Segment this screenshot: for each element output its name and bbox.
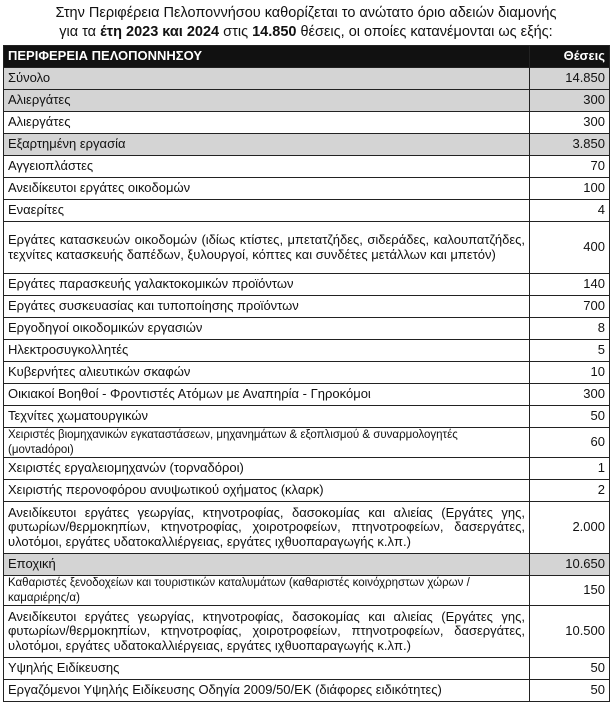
row-label: Εργάτες συσκευασίας και τυποποίησης προϊόντων	[4, 296, 530, 318]
header-region: ΠΕΡΙΦΕΡΕΙΑ ΠΕΛΟΠΟΝΝΗΣΟΥ	[4, 46, 530, 68]
header-positions: Θέσεις	[530, 46, 610, 68]
table-row	[4, 480, 610, 502]
row-label: Εργάτες κατασκευών οικοδομών (ιδίως κτίστες, μπετατζήδες, σιδεράδες, καλουπατζήδες, τεχνίτες κατασκευής δαπέδων, ξυλουργοί, κόπτες και συνδέτες μετάλλων και μπετόν)	[4, 222, 530, 274]
intro-text	[3, 0, 609, 45]
table-row	[4, 296, 610, 318]
table-row	[4, 340, 610, 362]
row-label: Αλιεργάτες	[4, 90, 530, 112]
table-row	[4, 156, 610, 178]
table-row	[4, 406, 610, 428]
row-value: 50	[530, 658, 610, 680]
table-row	[4, 68, 610, 90]
table-row	[4, 458, 610, 480]
table-row	[4, 318, 610, 340]
table-row	[4, 112, 610, 134]
table-row	[4, 428, 610, 458]
row-value: 50	[530, 406, 610, 428]
table-row	[4, 200, 610, 222]
row-value: 4	[530, 200, 610, 222]
intro-years: έτη 2023 και 2024	[100, 24, 220, 40]
intro-line-1: Στην Περιφέρεια Πελοποννήσου καθορίζεται το ανώτατο όριο αδειών διαμονής	[55, 5, 557, 21]
row-label: Εργαζόμενοι Υψηλής Ειδίκευσης Οδηγία 2009/50/ΕΚ (διάφορες ειδικότητες)	[4, 680, 530, 702]
row-label: Οικιακοί Βοηθοί - Φροντιστές Ατόμων με Αναπηρία - Γηροκόμοι	[4, 384, 530, 406]
table-row	[4, 134, 610, 156]
row-label: Καθαριστές ξενοδοχείων και τουριστικών καταλυμάτων (καθαριστές κοινόχρηστων χώρων / καμαριέρης/α)	[4, 576, 530, 606]
row-value: 3.850	[530, 134, 610, 156]
row-label: Χειριστές βιομηχανικών εγκαταστάσεων, μηχανημάτων & εξοπλισμού & συναρμολογητές (μοντadόροι)	[4, 428, 530, 458]
row-label: Εποχική	[4, 554, 530, 576]
row-value: 700	[530, 296, 610, 318]
row-label: Ανειδίκευτοι εργάτες οικοδομών	[4, 178, 530, 200]
table-row	[4, 274, 610, 296]
row-value: 300	[530, 90, 610, 112]
row-value: 10.650	[530, 554, 610, 576]
table-row	[4, 576, 610, 606]
row-label: Αλιεργάτες	[4, 112, 530, 134]
table-row	[4, 384, 610, 406]
row-value: 300	[530, 384, 610, 406]
row-label: Εναερίτες	[4, 200, 530, 222]
row-value: 1	[530, 458, 610, 480]
table-row	[4, 606, 610, 658]
row-value: 70	[530, 156, 610, 178]
row-value: 300	[530, 112, 610, 134]
table-row	[4, 90, 610, 112]
row-value: 140	[530, 274, 610, 296]
table-row	[4, 178, 610, 200]
table-row	[4, 222, 610, 274]
row-label: Ανειδίκευτοι εργάτες γεωργίας, κτηνοτροφίας, δασοκομίας και αλιείας (Εργάτες γης, φυτωρίων/θερμοκηπίων, κτηνοτροφίας, χοιροτροφείων, πτηνοτροφείων, δασεργάτες, υλοτόμοι, εργάτες υδατοκαλλιέργειας, εργάτες ιχθυοπαραγωγής κ.λπ.)	[4, 606, 530, 658]
intro-post: θέσεις, οι οποίες κατανέμονται ως εξής:	[296, 24, 553, 40]
row-label: Εργάτες παρασκευής γαλακτοκομικών προϊόντων	[4, 274, 530, 296]
row-label: Εξαρτημένη εργασία	[4, 134, 530, 156]
row-value: 150	[530, 576, 610, 606]
row-label: Κυβερνήτες αλιευτικών σκαφών	[4, 362, 530, 384]
table-row	[4, 554, 610, 576]
table-row	[4, 680, 610, 702]
table-row	[4, 658, 610, 680]
intro-mid: στις	[219, 24, 253, 40]
row-label: Υψηλής Ειδίκευσης	[4, 658, 530, 680]
table-row	[4, 502, 610, 554]
row-label: Χειριστής περονοφόρου ανυψωτικού οχήματος (κλαρκ)	[4, 480, 530, 502]
row-label: Ανειδίκευτοι εργάτες γεωργίας, κτηνοτροφίας, δασοκομίας και αλιείας (Εργάτες γης, φυτωρίων/θερμοκηπίων, κτηνοτροφίας, χοιροτροφείων, πτηνοτροφείων, δασεργάτες, υλοτόμοι, εργάτες υδατοκαλλιέργειας, εργάτες ιχθυοπαραγωγής κ.λπ.)	[4, 502, 530, 554]
intro-count: 14.850	[252, 24, 297, 40]
row-value: 400	[530, 222, 610, 274]
intro-pre: για τα	[59, 24, 101, 40]
table-row	[4, 362, 610, 384]
row-value: 8	[530, 318, 610, 340]
intro-line-2	[3, 23, 609, 42]
row-label: Εργοδηγοί οικοδομικών εργασιών	[4, 318, 530, 340]
document	[3, 0, 609, 702]
row-label: Χειριστές εργαλειομηχανών (τορναδόροι)	[4, 458, 530, 480]
row-label: Τεχνίτες χωματουργικών	[4, 406, 530, 428]
row-value: 50	[530, 680, 610, 702]
row-label: Σύνολο	[4, 68, 530, 90]
row-value: 2	[530, 480, 610, 502]
quota-table	[3, 45, 610, 702]
row-label: Ηλεκτροσυγκολλητές	[4, 340, 530, 362]
row-value: 100	[530, 178, 610, 200]
row-value: 5	[530, 340, 610, 362]
row-label: Αγγειοπλάστες	[4, 156, 530, 178]
table-header-row	[4, 46, 610, 68]
row-value: 60	[530, 428, 610, 458]
row-value: 10	[530, 362, 610, 384]
row-value: 10.500	[530, 606, 610, 658]
row-value: 2.000	[530, 502, 610, 554]
row-value: 14.850	[530, 68, 610, 90]
